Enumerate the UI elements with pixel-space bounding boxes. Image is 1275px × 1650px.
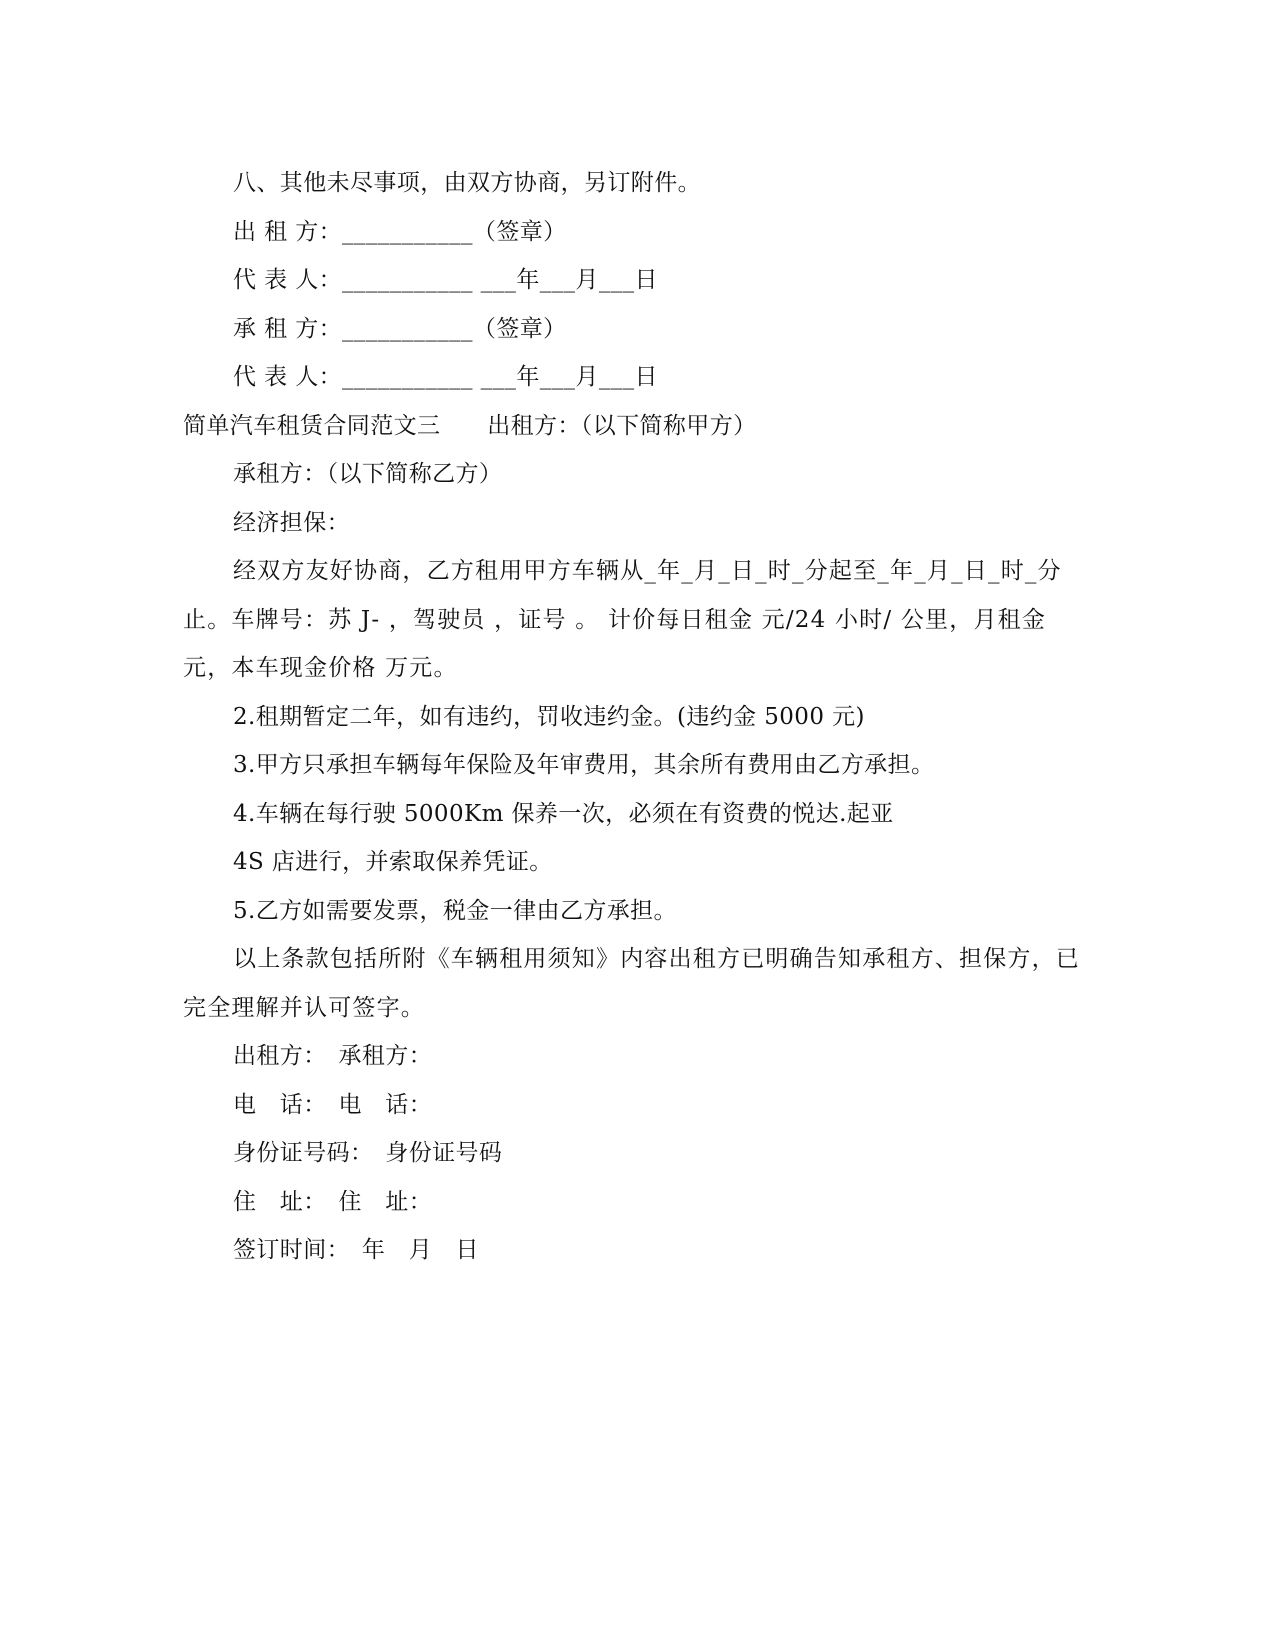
lessee-signature-line: 承 租 方：___________（签章） (233, 315, 567, 342)
lessee-representative-date-line: 代 表 人：___________ ___年___月___日 (233, 364, 658, 390)
signing-date-line: 签订时间： 年 月 日 (233, 1237, 479, 1263)
clause-two: 2.租期暂定二年，如有违约，罚收违约金。(违约金 5000 元) (233, 703, 865, 730)
clause-four: 4.车辆在每行驶 5000Km 保养一次，必须在有资费的悦达.起亚 (233, 800, 894, 827)
rental-terms-paragraph: 经双方友好协商，乙方租用甲方车辆从_年_月_日_时_分起至_年_月_日_时_分止。车牌号：苏 J- ，驾驶员 ，证号 。 计价每日租金 元/24 小时/ 公里，月租金 元，本车现金价格 万元。 (183, 558, 1062, 681)
guarantee-line: 经济担保： (233, 509, 350, 536)
id-number-line: 身份证号码： 身份证号码 (233, 1140, 503, 1166)
clause-three: 3.甲方只承担车辆每年保险及年审费用，其余所有费用由乙方承担。 (233, 752, 935, 778)
contract-three-heading: 简单汽车租赁合同范文三 出租方：（以下简称甲方） (183, 412, 757, 439)
address-line: 住 址： 住 址： (233, 1188, 433, 1215)
clause-five: 5.乙方如需要发票，税金一律由乙方承担。 (233, 897, 677, 924)
lessor-representative-date-line: 代 表 人：___________ ___年___月___日 (233, 267, 658, 293)
clause-four-continued: 4S 店进行，并索取保养凭证。 (233, 849, 553, 875)
phone-line: 电 话： 电 话： (233, 1091, 433, 1118)
parties-signature-line: 出租方： 承租方： (233, 1043, 433, 1069)
lessor-signature-line: 出 租 方：___________（签章） (233, 218, 567, 245)
clause-eight: 八、其他未尽事项，由双方协商，另订附件。 (233, 170, 701, 196)
lessee-party-line: 承租方：（以下简称乙方） (233, 461, 503, 487)
document-body (183, 159, 1083, 1275)
acknowledgement-paragraph: 以上条款包括所附《车辆租用须知》内容出租方已明确告知承租方、担保方，已完全理解并认可签字。 (183, 946, 1080, 1021)
